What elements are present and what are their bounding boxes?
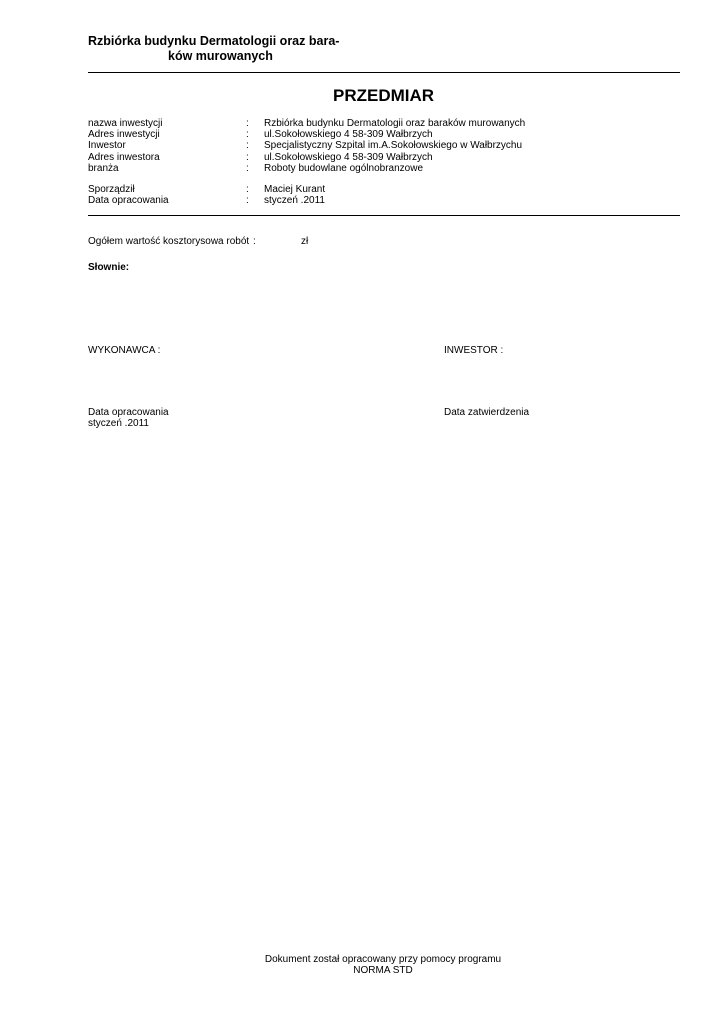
info-row [88, 118, 688, 129]
author-value: Maciej Kurant [264, 184, 326, 196]
contractor-label: WYKONAWCA : [88, 345, 161, 356]
info-label: Adres inwestycji [88, 129, 160, 141]
info-sep: : [246, 151, 249, 163]
investment-info [88, 118, 688, 206]
info-value: Rzbiórka budynku Dermatologii oraz baraków murowanych [264, 118, 526, 129]
info-row [88, 152, 688, 163]
footer-line1: Dokument został opracowany przy pomocy programu [264, 954, 502, 965]
top-divider [88, 72, 680, 73]
approval-date-label: Data zatwierdzenia [444, 407, 530, 418]
info-value: Specjalistyczny Szpital im.A.Sokołowskiego w Wałbrzychu [264, 140, 523, 152]
info-sep: : [246, 162, 249, 174]
header-title [88, 34, 368, 64]
header-title-line2: ków murowanych [168, 49, 273, 63]
header-title-line1: Rzbiórka budynku Dermatologii oraz bara- [88, 34, 340, 48]
total-sep: : [253, 236, 256, 247]
info-row [88, 140, 688, 151]
prep-date-label: Data opracowania [88, 407, 169, 418]
footer-line2: NORMA STD [353, 965, 413, 976]
author-label: Data opracowania [88, 195, 169, 207]
author-sep: : [246, 184, 249, 196]
info-sep: : [246, 118, 249, 129]
info-value: ul.Sokołowskiego 4 58-309 Wałbrzych [264, 151, 433, 163]
info-value: ul.Sokołowskiego 4 58-309 Wałbrzych [264, 129, 433, 141]
prep-date-value: styczeń .2011 [88, 418, 149, 429]
info-sep: : [246, 140, 249, 152]
document-title: PRZEDMIAR [333, 86, 435, 105]
author-label: Sporządził [88, 184, 135, 196]
total-label: Ogółem wartość kosztorysowa robót [88, 236, 250, 247]
investor-label: INWESTOR : [444, 345, 504, 356]
slownie-label: Słownie: [88, 262, 130, 273]
info-label: nazwa inwestycji [88, 118, 163, 129]
info-label: Inwestor [88, 140, 126, 152]
info-value: Roboty budowlane ogólnobranzowe [264, 162, 424, 174]
author-sep: : [246, 195, 249, 207]
author-row [88, 195, 688, 206]
info-sep: : [246, 129, 249, 141]
total-currency: zł [301, 236, 309, 247]
author-value: styczeń .2011 [264, 195, 325, 207]
info-row [88, 163, 688, 174]
author-row [88, 184, 688, 195]
info-row [88, 129, 688, 140]
info-label: branża [88, 162, 119, 174]
info-divider [88, 215, 680, 216]
info-label: Adres inwestora [88, 151, 160, 163]
